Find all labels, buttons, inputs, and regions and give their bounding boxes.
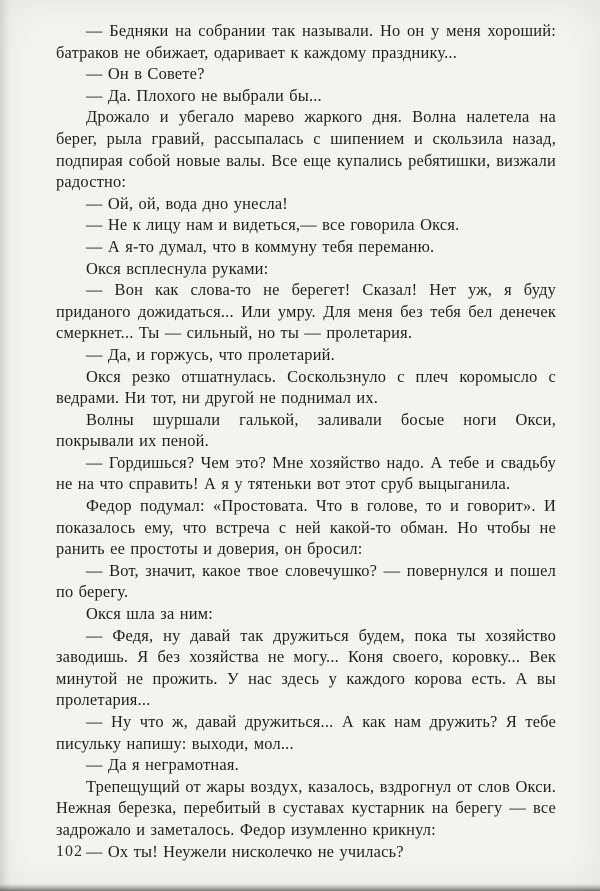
paragraph: Федор подумал: «Простовата. Что в голове, то и говорит». И показалось ему, что встреча с ней какой-то обман. Но чтобы не ранить ее простоты и доверия, он бросил: bbox=[56, 496, 556, 559]
paragraph: — Вон как слова-то не берегет! Сказал! Нет уж, я буду приданого дожидаться... Или умру. Для меня без тебя бел денечек смеркнет... Ты — сильный, но ты — пролетария. bbox=[56, 280, 556, 343]
paragraph: — Гордишься? Чем это? Мне хозяйство надо. А тебе и свадьбу не на что справить! А я у тятеньки вот этот сруб выцыганила. bbox=[56, 452, 556, 494]
paragraph: — Вот, значит, какое твое словечушко? — повернулся и пошел по берегу. bbox=[56, 560, 556, 602]
paragraph: — Да. Плохого не выбрали бы... bbox=[86, 85, 322, 105]
paragraph: — Бедняки на собрании так называли. Но он у меня хороший: батраков не обижает, одаривает к каждому празднику... bbox=[56, 21, 556, 62]
text-content bbox=[56, 20, 556, 862]
scan-bottom-edge bbox=[0, 884, 600, 891]
paragraph: Трепещущий от жары воздух, казалось, вздрогнул от слов Окси. Нежная березка, перебитый в суставах кустарник на берегу — все задрожало и заметалось. Федор изумленно крикнул: bbox=[56, 776, 556, 839]
paragraph: — Ой, ой, вода дно унесла! bbox=[86, 193, 288, 213]
paragraph: — Федя, ну давай так дружиться будем, пока ты хозяйство заводишь. Я без хозяйства не могу... Коня своего, коровку... Век минутой не прожить. У нас здесь у каждого корова есть. А вы пролетария... bbox=[56, 625, 556, 710]
paragraph: — Ох ты! Неужели нисколечко не училась? bbox=[86, 841, 404, 861]
paragraph: Окся резко отшатнулась. Соскользнуло с плеч коромысло с ведрами. Ни тот, ни другой не поднимал их. bbox=[56, 366, 556, 408]
paragraph: — Не к лицу нам и видеться,— все говорила Окся. bbox=[86, 215, 460, 235]
paragraph: — Да я неграмотная. bbox=[86, 755, 239, 775]
paragraph: Волны шуршали галькой, заливали босые ноги Окси, покрывали их пеной. bbox=[56, 409, 556, 451]
paragraph: — Ну что ж, давай дружиться... А как нам дружить? Я тебе писульку напишу: выходи, мол... bbox=[56, 712, 556, 753]
paragraph: Окся всплеснула руками: bbox=[86, 258, 269, 278]
page-number: 102 bbox=[56, 843, 83, 860]
paragraph: Дрожало и убегало марево жаркого дня. Волна налетела на берег, рыла гравий, рассыпалась с шипением и скользила назад, подпирая собой новые валы. Все еще купались ребятишки, визжали радостно: bbox=[56, 107, 556, 192]
paragraph: — А я-то думал, что в коммуну тебя переманю. bbox=[86, 236, 435, 256]
scan-left-shadow bbox=[0, 0, 10, 891]
paragraph: — Он в Совете? bbox=[86, 64, 205, 84]
paragraph: — Да, и горжусь, что пролетарий. bbox=[86, 344, 335, 364]
paragraph: Окся шла за ним: bbox=[86, 604, 213, 624]
